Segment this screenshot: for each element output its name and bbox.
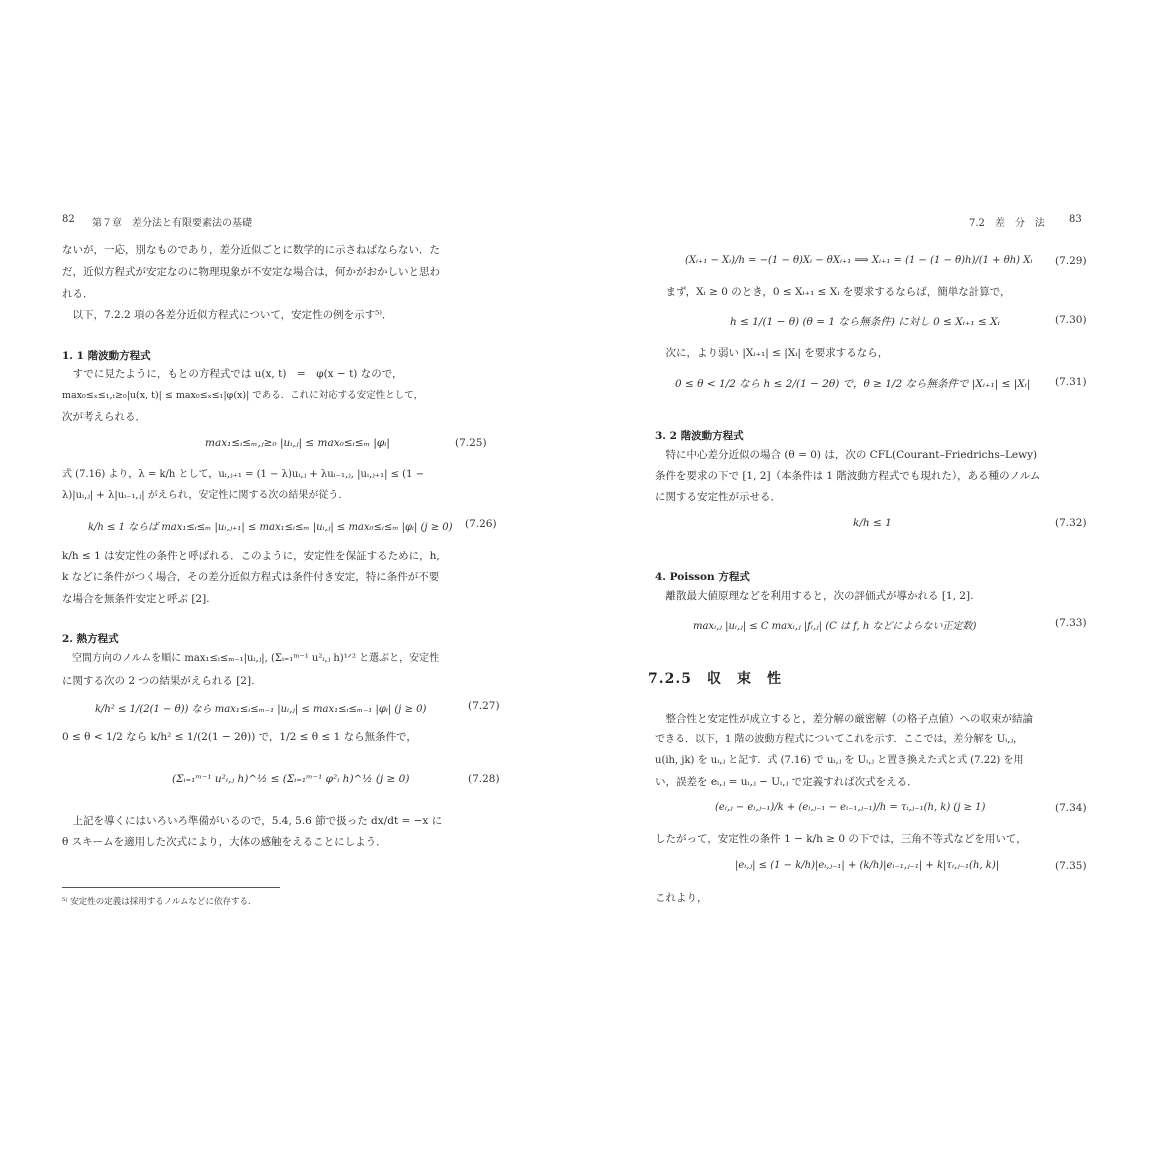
equation: (eᵢ,ⱼ − eᵢ,ⱼ₋₁)/k + (eᵢ,ⱼ₋₁ − eᵢ₋₁,ⱼ₋₁)/h = τᵢ,ⱼ₋₁(h, k) (j ≥ 1) (715, 802, 986, 813)
equation: (Σᵢ₌₁ᵐ⁻¹ u²ᵢ,ⱼ h)^½ ≤ (Σᵢ₌₁ᵐ⁻¹ φ²ᵢ h)^½ (j ≥ 0) (172, 773, 410, 785)
body-line: λ)|uᵢ,ⱼ| + λ|uᵢ₋₁,ⱼ| がえられ，安定性に関する次の結果が従う． (62, 490, 349, 501)
body-line: に関する次の 2 つの結果がえられる [2]. (62, 675, 255, 687)
subsection-heading: 1. 1 階波動方程式 (62, 350, 151, 362)
body-line: い，誤差を eᵢ,ⱼ = uᵢ,ⱼ − Uᵢ,ⱼ で定義すれば次式をえる． (655, 776, 918, 788)
equation-number: (7.27) (468, 700, 500, 712)
left-page-number: 82 (62, 214, 75, 225)
body-line: に関する安定性が示せる． (655, 491, 781, 503)
equation-number: (7.28) (468, 773, 500, 785)
body-line: 次が考えられる． (62, 411, 146, 423)
body-line: k などに条件がつく場合，その差分近似方程式は条件付き安定，特に条件が不要 (62, 571, 440, 583)
right-page (575, 0, 1150, 1150)
equation-number: (7.30) (1055, 314, 1087, 326)
equation: k/h² ≤ 1/(2(1 − θ)) なら max₁≤ᵢ≤ₘ₋₁ |uᵢ,ⱼ| ≤ max₁≤ᵢ≤ₘ₋₁ |φᵢ| (j ≥ 0) (95, 704, 427, 715)
equation: max₁≤ᵢ≤ₘ,ⱼ≥₀ |uᵢ,ⱼ| ≤ max₀≤ᵢ≤ₘ |φᵢ| (205, 437, 390, 449)
equation: 0 ≤ θ < 1/2 なら h ≤ 2/(1 − 2θ) で，θ ≥ 1/2 なら無条件で |Xᵢ₊₁| ≤ |Xᵢ| (675, 378, 1031, 390)
right-running-head: 7.2 差 分 法 (969, 218, 1045, 229)
footnote-rule (62, 887, 280, 888)
body-line: まず，Xᵢ ≥ 0 のとき，0 ≤ Xᵢ₊₁ ≤ Xᵢ を要求するならば，簡単な計算で， (655, 286, 1011, 298)
equation: h ≤ 1/(1 − θ) (θ = 1 なら無条件) に対し 0 ≤ Xᵢ₊₁ ≤ Xᵢ (730, 316, 1000, 328)
equation: |eᵢ,ⱼ| ≤ (1 − k/h)|eᵢ,ⱼ₋₁| + (k/h)|eᵢ₋₁,ⱼ₋₁| + k|τᵢ,ⱼ₋₁(h, k)| (735, 860, 1000, 871)
left-running-head: 第７章 差分法と有限要素法の基礎 (92, 218, 252, 229)
equation: k/h ≤ 1 ならば max₁≤ᵢ≤ₘ |uᵢ,ⱼ₊₁| ≤ max₁≤ᵢ≤ₘ |uᵢ,ⱼ| ≤ max₀≤ᵢ≤ₘ |φᵢ| (j ≥ 0) (88, 522, 453, 533)
equation: maxᵢ,ⱼ |uᵢ,ⱼ| ≤ C maxᵢ,ⱼ |fᵢ,ⱼ| (C は f, h などによらない正定数) (693, 621, 977, 632)
equation-number: (7.25) (455, 437, 487, 449)
body-line: 上記を導くにはいろいろ準備がいるので，5.4, 5.6 節で扱った dx/dt = −x に (62, 815, 443, 827)
subsection-heading: 2. 熱方程式 (62, 633, 119, 645)
equation-number: (7.35) (1055, 860, 1087, 872)
subsection-heading: 3. 2 階波動方程式 (655, 430, 744, 442)
body-line: だ，近似方程式が安定なのに物理現象が不安定な場合は，何かがおかしいと思わ (62, 266, 440, 278)
equation: (Xᵢ₊₁ − Xᵢ)/h = −(1 − θ)Xᵢ − θXᵢ₊₁ ⟹ Xᵢ₊₁ = (1 − (1 − θ)h)/(1 + θh) Xᵢ (685, 255, 1033, 266)
equation: k/h ≤ 1 (853, 517, 892, 529)
section-title: 7.2.5 収 束 性 (648, 671, 782, 687)
body-line: 条件を要求の下で [1, 2]（本条件は 1 階波動方程式でも現れた），ある種のノルム (655, 470, 1041, 482)
body-line: θ スキームを適用した次式により，大体の感触をえることにしよう． (62, 836, 387, 848)
footnote: ⁵⁾ 安定性の定義は採用するノルムなどに依存する． (62, 897, 257, 907)
body-line: 0 ≤ θ < 1/2 なら k/h² ≤ 1/(2(1 − 2θ)) で，1/2 ≤ θ ≤ 1 なら無条件で， (62, 731, 417, 743)
equation-number: (7.31) (1055, 376, 1087, 388)
body-line: ないが，一応，別なものであり，差分近似ごとに数学的に示さねばならない．た (62, 244, 440, 256)
body-line: 以下，7.2.2 項の各差分近似方程式について，安定性の例を示す⁵⁾． (62, 309, 393, 321)
body-line: れる． (62, 288, 94, 300)
body-line: 特に中心差分近似の場合 (θ = 0) は，次の CFL(Courant–Friedrichs–Lewy) (655, 449, 1038, 461)
body-line: 次に，より弱い |Xᵢ₊₁| ≤ |Xᵢ| を要求するなら， (655, 347, 889, 359)
body-line: 離散最大値原理などを利用すると，次の評価式が導かれる [1, 2]. (655, 590, 974, 602)
body-line: な場合を無条件安定と呼ぶ [2]. (62, 593, 210, 605)
body-line: 空間方向のノルムを順に max₁≤ᵢ≤ₘ₋₁|uᵢ,ⱼ|, (Σᵢ₌₁ᵐ⁻¹ u²ᵢ,ⱼ h)¹ᐟ² と選ぶと，安定性 (62, 653, 440, 664)
equation-number: (7.29) (1055, 255, 1087, 267)
equation-number: (7.34) (1055, 802, 1087, 814)
equation-number: (7.32) (1055, 517, 1087, 529)
body-line: max₀≤ₓ≤₁,ₜ≥₀|u(x, t)| ≤ max₀≤ₓ≤₁|φ(x)| である．これに対応する安定性として， (62, 390, 424, 401)
body-line: 整合性と安定性が成立すると，差分解の厳密解（の格子点値）への収束が結論 (655, 713, 1033, 725)
body-line: これより， (655, 892, 708, 904)
body-line: したがって，安定性の条件 1 − k/h ≥ 0 の下では，三角不等式などを用いて， (655, 833, 1027, 845)
body-line: k/h ≤ 1 は安定性の条件と呼ばれる．このように，安定性を保証するために，h, (62, 550, 440, 562)
subsection-heading: 4. Poisson 方程式 (655, 571, 750, 583)
body-line: できる．以下，1 階の波動方程式についてこれを示す．ここでは，差分解を Uᵢ,ⱼ， (655, 734, 1023, 745)
equation-number: (7.33) (1055, 617, 1087, 629)
body-line: 式 (7.16) より，λ = k/h として，uᵢ,ⱼ₊₁ = (1 − λ)uᵢ,ⱼ + λuᵢ₋₁,ⱼ, |uᵢ,ⱼ₊₁| ≤ (1 − (62, 469, 425, 480)
right-page-number: 83 (1069, 214, 1082, 225)
body-line: すでに見たように，もとの方程式では u(x, t) = φ(x − t) なので， (62, 368, 403, 380)
body-line: u(ih, jk) を uᵢ,ⱼ と記す．式 (7.16) で uᵢ,ⱼ を Uᵢ,ⱼ と置き換えた式と式 (7.22) を用 (655, 755, 1024, 766)
equation-number: (7.26) (465, 518, 497, 530)
